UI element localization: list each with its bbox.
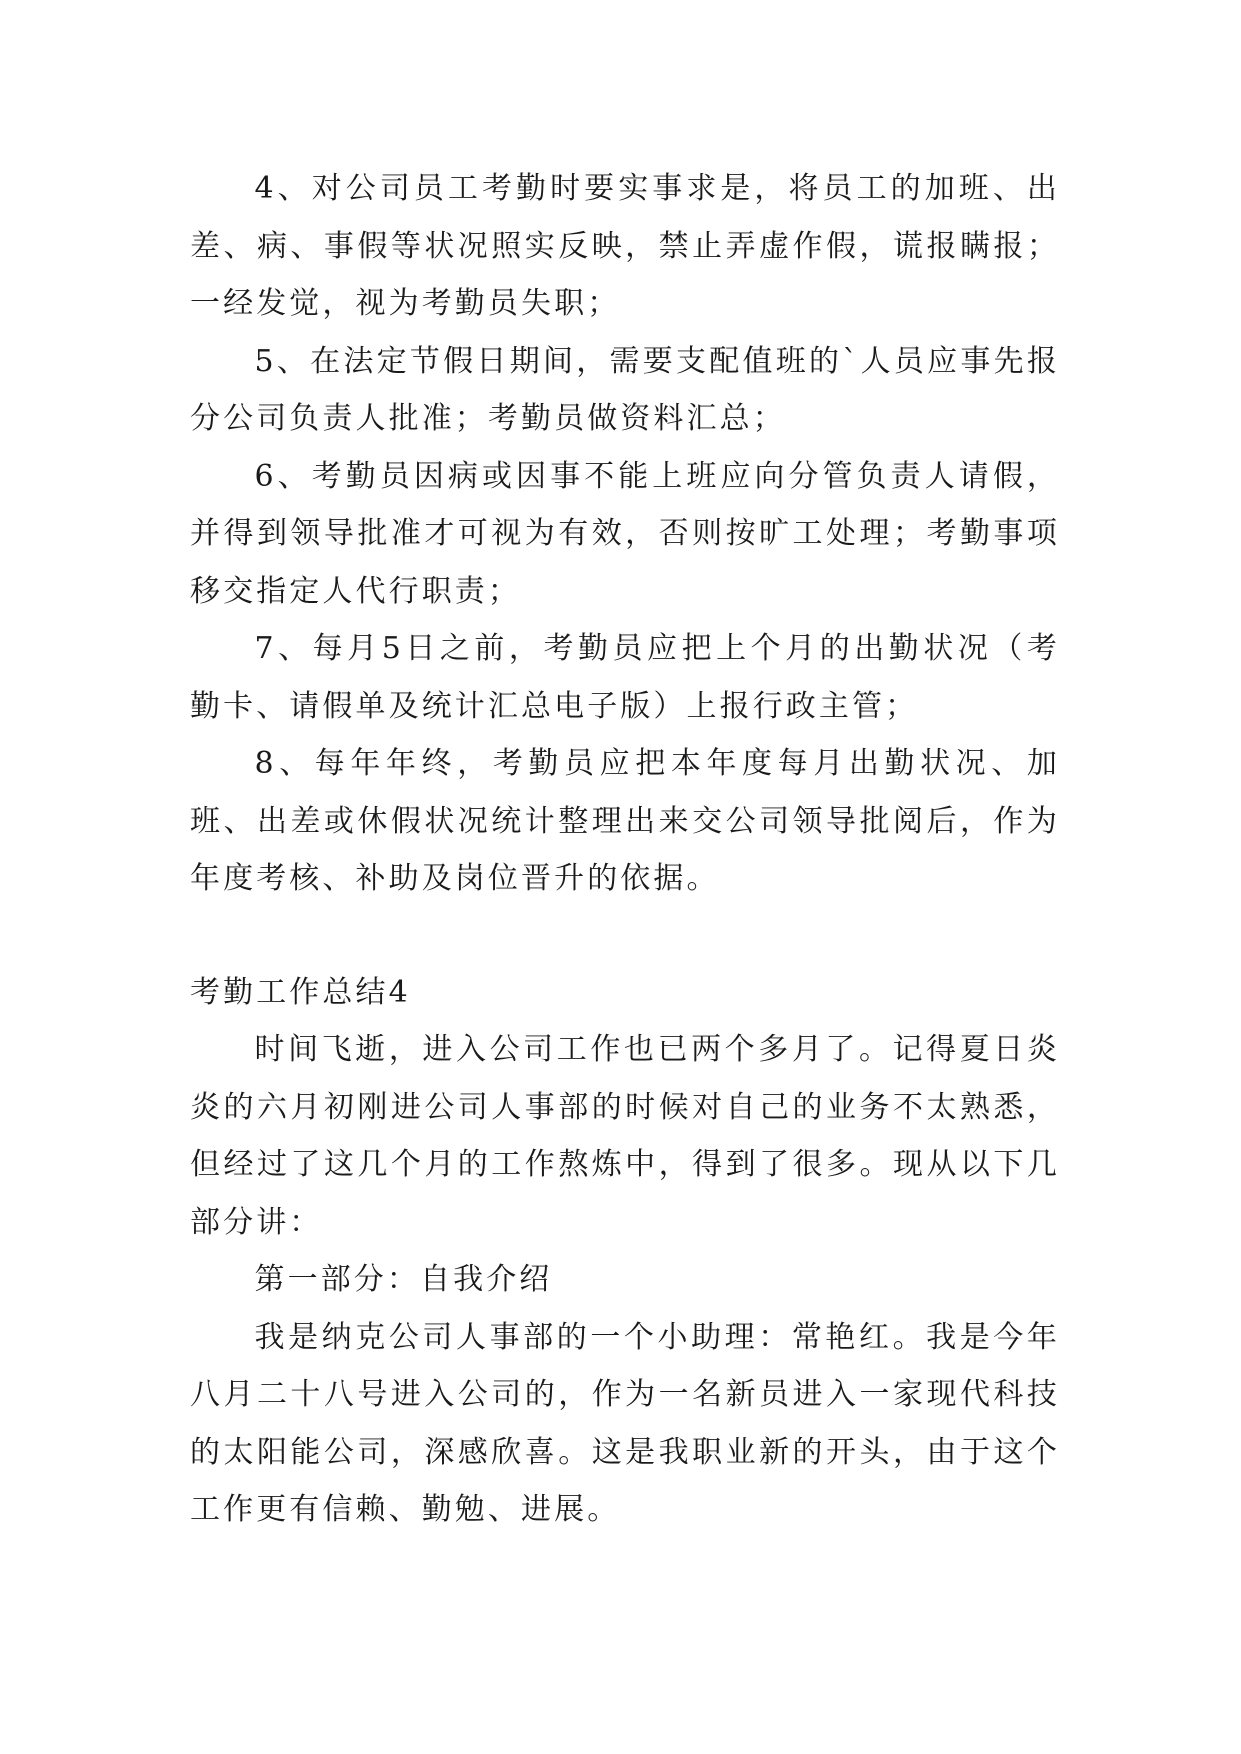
paragraph-item-4: 4、对公司员工考勤时要实事求是，将员工的加班、出差、病、事假等状况照实反映，禁止弄虚作假，谎报瞒报；一经发觉，视为考勤员失职； xyxy=(190,171,1060,321)
part-heading: 第一部分：自我介绍 xyxy=(254,1262,553,1297)
paragraph-item-8: 8、每年年终，考勤员应把本年度每月出勤状况、加班、出差或休假状况统计整理出来交公司领导批阅后，作为年度考核、补助及岗位晋升的依据。 xyxy=(190,746,1060,896)
document-body xyxy=(190,160,1060,1539)
self-introduction-paragraph: 我是纳克公司人事部的一个小助理：常艳红。我是今年八月二十八号进入公司的，作为一名新员进入一家现代科技的太阳能公司，深感欣喜。这是我职业新的开头，由于这个工作更有信赖、勤勉、进展。 xyxy=(190,1319,1060,1527)
paragraph-item-6: 6、考勤员因病或因事不能上班应向分管负责人请假，并得到领导批准才可视为有效，否则按旷工处理；考勤事项移交指定人代行职责； xyxy=(190,458,1060,609)
section-title: 考勤工作总结4 xyxy=(190,974,411,1010)
intro-paragraph: 时间飞逝，进入公司工作也已两个多月了。记得夏日炎炎的六月初刚进公司人事部的时候对自己的业务不太熟悉，但经过了这几个月的工作熬炼中，得到了很多。现从以下几部分讲： xyxy=(190,1032,1060,1240)
paragraph-item-5: 5、在法定节假日期间，需要支配值班的`人员应事先报分公司负责人批准；考勤员做资料汇总； xyxy=(190,343,1060,436)
paragraph-item-7: 7、每月5日之前，考勤员应把上个月的出勤状况（考勤卡、请假单及统计汇总电子版）上报行政主管； xyxy=(190,631,1060,724)
